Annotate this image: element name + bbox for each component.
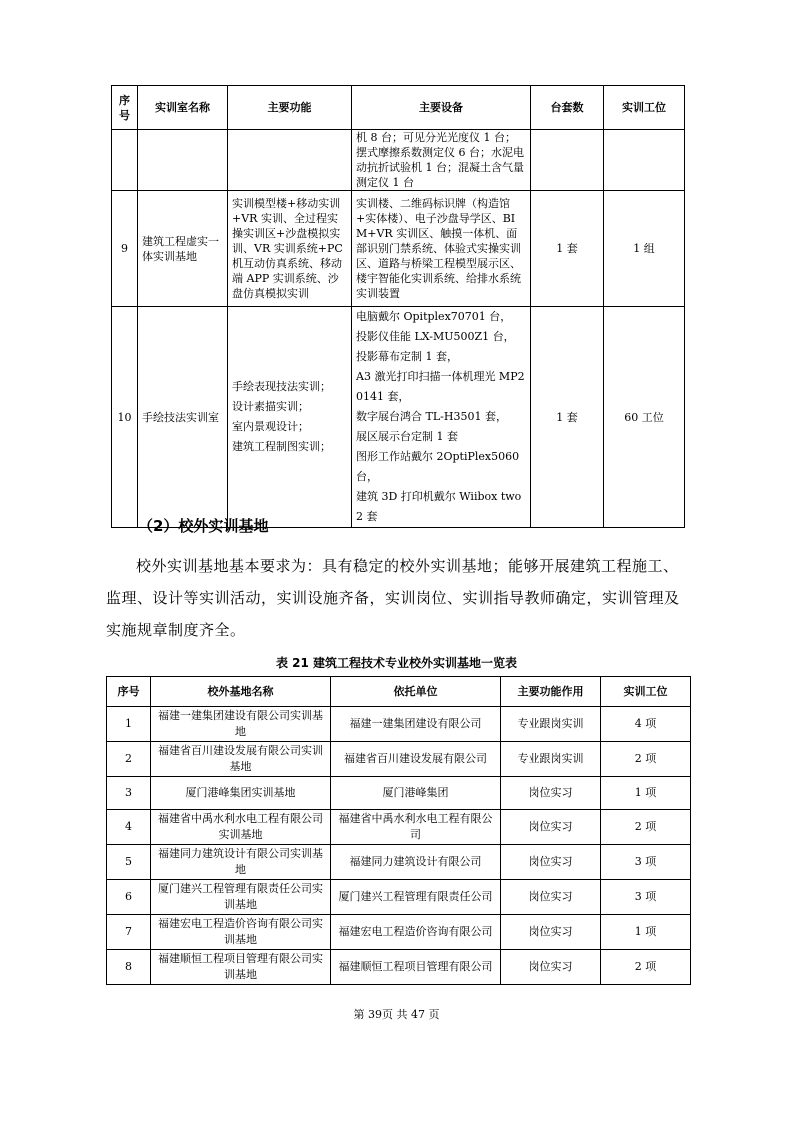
equipment-line: 电脑戴尔 Opitplex70701 台， [356, 310, 512, 323]
function-line: 室内景观设计； [232, 420, 309, 433]
equipment-line: 建筑 3D 打印机戴尔 Wiibox two2 套 [356, 490, 522, 523]
equipment-line: 图形工作站戴尔 2OptiPlex5060 台， [356, 450, 520, 483]
table-caption: 表 21 建筑工程技术专业校外实训基地一览表 [275, 656, 518, 670]
training-room-table [111, 85, 685, 528]
section-paragraph: 校外实训基地基本要求为：具有稳定的校外实训基地；能够开展建筑工程施工、监理、设计等实训活动，实训设施齐备，实训岗位、实训指导教师确定，实训管理及实施规章制度齐全。 [106, 557, 680, 639]
sets-cell: 1 套 [531, 191, 604, 307]
unit-cell: 福建顺恒工程项目管理有限公司 [331, 950, 501, 985]
stations-cell: 3 项 [601, 880, 691, 915]
row-number: 3 [107, 777, 151, 810]
base-name-cell: 福建同力建筑设计有限公司实训基地 [151, 845, 331, 880]
table-row [107, 707, 691, 742]
base-name-cell: 福建省百川建设发展有限公司实训基地 [151, 742, 331, 777]
table-header-row [107, 677, 691, 707]
col-header-no: 序号 [107, 677, 151, 707]
unit-cell: 福建宏电工程造价咨询有限公司 [331, 915, 501, 950]
stations-cell: 4 项 [601, 707, 691, 742]
table-row [112, 307, 685, 528]
offsite-table-body [107, 707, 691, 985]
row-number: 9 [112, 191, 138, 307]
function-cell [228, 307, 352, 528]
row-number: 2 [107, 742, 151, 777]
base-name-cell: 福建一建集团建设有限公司实训基地 [151, 707, 331, 742]
page-footer: 第 39页 共 47 页 [353, 1008, 440, 1021]
stations-cell: 1 项 [601, 915, 691, 950]
equipment-cell: 机 8 台；可见分光光度仪 1 台；摆式摩擦系数测定仪 6 台；水泥电动抗折试验机 1 台；混凝土含气量测定仪 1 台 [352, 130, 531, 191]
table-row [107, 777, 691, 810]
row-number: 6 [107, 880, 151, 915]
function-cell: 专业跟岗实训 [501, 742, 601, 777]
function-line: 设计素描实训； [232, 400, 309, 413]
table-row [107, 845, 691, 880]
table-row [112, 130, 685, 191]
equipment-line: 投影幕布定制 1 套， [356, 350, 458, 363]
row-number: 8 [107, 950, 151, 985]
base-name-cell: 厦门港峰集团实训基地 [151, 777, 331, 810]
equipment-line: 投影仪佳能 LX-MU500Z1 台， [356, 330, 515, 343]
unit-cell: 福建省中禹水利水电工程有限公司 [331, 810, 501, 845]
base-name-cell: 厦门建兴工程管理有限责任公司实训基地 [151, 880, 331, 915]
unit-cell: 厦门建兴工程管理有限责任公司 [331, 880, 501, 915]
col-header-unit: 依托单位 [331, 677, 501, 707]
row-number: 10 [112, 307, 138, 528]
stations-cell: 3 项 [601, 845, 691, 880]
stations-cell: 60 工位 [604, 307, 685, 528]
stations-cell: 1 组 [604, 191, 685, 307]
base-name-cell: 福建宏电工程造价咨询有限公司实训基地 [151, 915, 331, 950]
room-name-cell: 手绘技法实训室 [138, 307, 228, 528]
base-name-cell: 福建顺恒工程项目管理有限公司实训基地 [151, 950, 331, 985]
stations-cell: 2 项 [601, 810, 691, 845]
function-line: 建筑工程制图实训； [232, 440, 331, 453]
col-header-function: 主要功能作用 [501, 677, 601, 707]
unit-cell: 福建同力建筑设计有限公司 [331, 845, 501, 880]
function-cell: 岗位实习 [501, 915, 601, 950]
col-header-stations: 实训工位 [601, 677, 691, 707]
unit-cell: 厦门港峰集团 [331, 777, 501, 810]
table-row [107, 810, 691, 845]
unit-cell: 福建一建集团建设有限公司 [331, 707, 501, 742]
table-row [107, 880, 691, 915]
equipment-line: 数字展台鸿合 TL-H3501 套， [356, 410, 507, 423]
row-number: 7 [107, 915, 151, 950]
row-number: 1 [107, 707, 151, 742]
equipment-line: A3 激光打印扫描一体机理光 MP20141 套， [356, 370, 525, 403]
table-header-row [112, 86, 685, 130]
function-cell: 专业跟岗实训 [501, 707, 601, 742]
col-header-equipment: 主要设备 [352, 86, 531, 130]
col-header-stations: 实训工位 [604, 86, 685, 130]
row-number: 5 [107, 845, 151, 880]
table-row [112, 191, 685, 307]
stations-cell: 2 项 [601, 950, 691, 985]
function-cell: 实训模型楼+移动实训+VR 实训、全过程实操实训区+沙盘模拟实训、VR 实训系统+PC 机互动仿真系统、移动端 APP 实训系统、沙盘仿真模拟实训 [228, 191, 352, 307]
equipment-cell [352, 307, 531, 528]
offsite-base-table [106, 676, 691, 985]
room-name-cell: 建筑工程虚实一体实训基地 [138, 191, 228, 307]
col-header-room-name: 实训室名称 [138, 86, 228, 130]
equipment-cell: 实训楼、二维码标识牌（构造馆+实体楼）、电子沙盘导学区、BIM+VR 实训区、触摸一体机、面部识别门禁系统、体验式实操实训区、道路与桥梁工程模型展示区、楼宇智能化实训系统、给排水系统实训装置 [352, 191, 531, 307]
unit-cell: 福建省百川建设发展有限公司 [331, 742, 501, 777]
function-cell: 岗位实习 [501, 810, 601, 845]
section-heading: （2）校外实训基地 [138, 517, 269, 535]
table-row [107, 915, 691, 950]
function-cell: 岗位实习 [501, 845, 601, 880]
sets-cell: 1 套 [531, 307, 604, 528]
function-line: 手绘表现技法实训； [232, 380, 331, 393]
stations-cell: 2 项 [601, 742, 691, 777]
row-number: 4 [107, 810, 151, 845]
col-header-base-name: 校外基地名称 [151, 677, 331, 707]
col-header-sets: 台套数 [531, 86, 604, 130]
col-header-no: 序号 [112, 86, 138, 130]
table-row [107, 742, 691, 777]
function-cell: 岗位实习 [501, 950, 601, 985]
base-name-cell: 福建省中禹水利水电工程有限公司实训基地 [151, 810, 331, 845]
col-header-function: 主要功能 [228, 86, 352, 130]
stations-cell: 1 项 [601, 777, 691, 810]
function-cell: 岗位实习 [501, 777, 601, 810]
equipment-line: 展区展示台定制 1 套 [356, 430, 458, 443]
function-cell: 岗位实习 [501, 880, 601, 915]
table-row [107, 950, 691, 985]
